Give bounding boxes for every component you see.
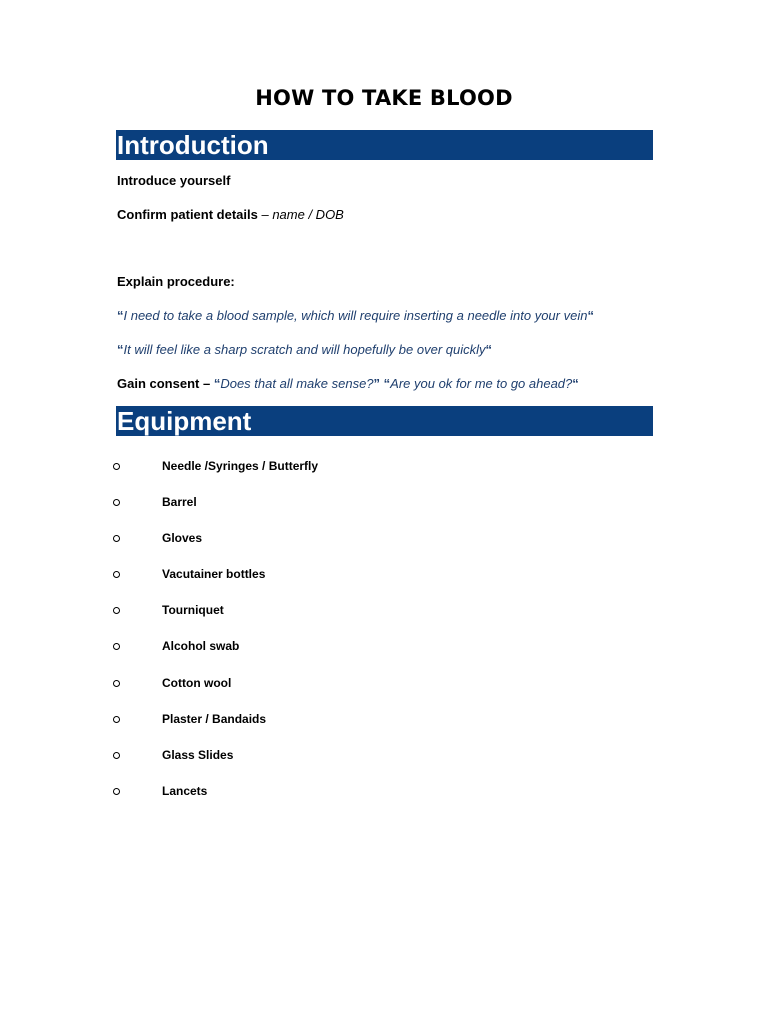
consent-question-1: Does that all make sense? bbox=[220, 376, 374, 391]
hollow-bullet-icon bbox=[113, 463, 120, 470]
hollow-bullet-icon bbox=[113, 535, 120, 542]
open-quote-mark: “ bbox=[383, 376, 391, 391]
equipment-item-label: Vacutainer bottles bbox=[162, 567, 266, 581]
list-item bbox=[0, 533, 600, 549]
close-quote-mark: “ bbox=[587, 308, 594, 323]
hollow-bullet-icon bbox=[113, 680, 120, 687]
introduction-heading: Introduction bbox=[116, 130, 653, 160]
confirm-dash: – bbox=[257, 207, 273, 222]
introduce-yourself-text: Introduce yourself bbox=[117, 173, 231, 188]
page-title: HOW TO TAKE BLOOD bbox=[255, 86, 513, 110]
quote-blood-sample bbox=[117, 308, 594, 324]
hollow-bullet-icon bbox=[113, 716, 120, 723]
equipment-item-label: Tourniquet bbox=[162, 603, 224, 617]
list-item bbox=[0, 641, 600, 657]
consent-dash: – bbox=[199, 376, 214, 391]
list-item bbox=[0, 461, 600, 477]
close-quote-mark: ” bbox=[373, 376, 381, 391]
equipment-item-label: Gloves bbox=[162, 531, 203, 545]
list-item bbox=[0, 678, 600, 694]
list-item bbox=[0, 714, 600, 730]
close-quote-mark: “ bbox=[485, 342, 493, 357]
equipment-item-label: Barrel bbox=[162, 495, 197, 509]
equipment-item-label: Alcohol swab bbox=[162, 639, 240, 653]
quote-text: It will feel like a sharp scratch and will hopefully be over quickly bbox=[123, 342, 486, 357]
equipment-item-label: Lancets bbox=[162, 784, 208, 798]
equipment-item-label: Cotton wool bbox=[162, 676, 232, 690]
equipment-heading: Equipment bbox=[116, 406, 653, 436]
hollow-bullet-icon bbox=[113, 499, 120, 506]
hollow-bullet-icon bbox=[113, 571, 120, 578]
close-quote-mark: “ bbox=[572, 376, 579, 391]
equipment-item-label: Plaster / Bandaids bbox=[162, 712, 267, 726]
hollow-bullet-icon bbox=[113, 643, 120, 650]
list-item bbox=[0, 605, 600, 621]
equipment-item-label: Glass Slides bbox=[162, 748, 234, 762]
open-quote-mark: “ bbox=[117, 342, 124, 357]
confirm-details-line bbox=[117, 207, 344, 223]
confirm-details-label: Confirm patient details bbox=[117, 207, 258, 222]
quote-sharp-scratch bbox=[117, 342, 492, 358]
hollow-bullet-icon bbox=[113, 607, 120, 614]
explain-procedure-label: Explain procedure: bbox=[117, 274, 235, 289]
gain-consent-label: Gain consent bbox=[117, 376, 200, 391]
list-item bbox=[0, 497, 600, 513]
list-item bbox=[0, 569, 600, 585]
equipment-item-label: Needle /Syringes / Butterfly bbox=[162, 459, 319, 473]
list-item bbox=[0, 750, 600, 766]
open-quote-mark: “ bbox=[117, 308, 124, 323]
consent-question-2: Are you ok for me to go ahead? bbox=[390, 376, 573, 391]
gain-consent-line bbox=[117, 376, 579, 392]
quote-text: I need to take a blood sample, which will require inserting a needle into your vein bbox=[123, 308, 588, 323]
open-quote-mark: “ bbox=[213, 376, 221, 391]
confirm-details-value: name / DOB bbox=[272, 207, 344, 222]
hollow-bullet-icon bbox=[113, 752, 120, 759]
list-item bbox=[0, 786, 600, 802]
hollow-bullet-icon bbox=[113, 788, 120, 795]
